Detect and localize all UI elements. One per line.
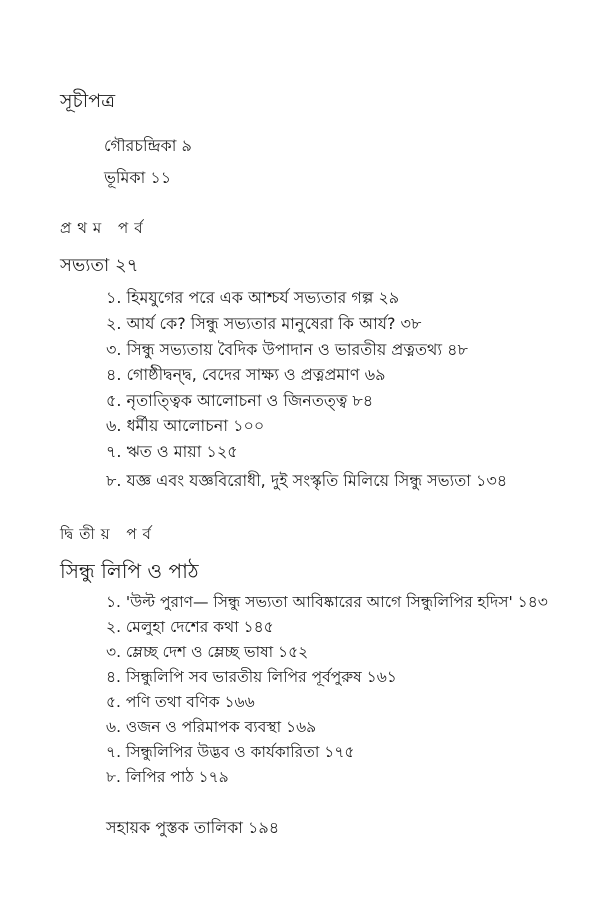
bibliography-entry — [106, 820, 279, 836]
entry-title: ভূমিকা — [104, 168, 146, 187]
part-2-section-title: সিন্ধু লিপি ও পাঠ — [60, 559, 199, 583]
chapter-entry: ১. হিমযুগের পরে এক আশ্চর্য সভ্যতার গল্প ২৯ — [106, 288, 400, 307]
section-title: সভ্যতা — [60, 255, 110, 276]
chapter-entry: ৮. যজ্ঞ এবং যজ্ঞবিরোধী, দুই সংস্কৃতি মিলিয়ে সিন্ধু সভ্যতা ১৩৪ — [106, 471, 508, 490]
chapter-entry: ৩. ম্লেচ্ছ দেশ ও ম্লেচ্ছ ভাষা ১৫২ — [106, 643, 309, 661]
entry-page: ১১ — [150, 168, 172, 187]
chapter-entry: ৩. সিন্ধু সভ্যতায় বৈদিক উপাদান ও ভারতীয় প্রত্নতথ্য ৪৮ — [106, 340, 468, 359]
front-matter-entry-introduction — [104, 170, 171, 186]
bibliography-title: সহায়ক পুস্তক তালিকা — [106, 818, 243, 837]
chapter-entry: ১. 'উল্ট পুরাণ— সিন্ধু সভ্যতা আবিষ্কারের আগে সিন্ধুলিপির হদিস' ১৪৩ — [106, 593, 548, 611]
toc-heading: সূচীপত্র — [60, 90, 116, 112]
chapter-entry: ৬. ওজন ও পরিমাপক ব্যবস্থা ১৬৯ — [106, 718, 317, 736]
chapter-entry: ৬. ধর্মীয় আলোচনা ১০০ — [106, 416, 265, 435]
chapter-entry: ২. মেলুহা দেশের কথা ১৪৫ — [106, 618, 274, 636]
entry-page: ৯ — [181, 136, 192, 155]
part-1-label: প্রথম পর্ব — [60, 219, 149, 237]
entry-title: গৌরচন্দ্রিকা — [104, 136, 177, 155]
chapter-entry: ৭. সিন্ধুলিপির উদ্ভব ও কার্যকারিতা ১৭৫ — [106, 743, 355, 761]
chapter-entry: ৪. সিন্ধুলিপি সব ভারতীয় লিপির পূর্বপুরুষ ১৬১ — [106, 668, 397, 686]
section-page: ২৭ — [114, 255, 139, 276]
chapter-entry: ৮. লিপির পাঠ ১৭৯ — [106, 768, 229, 786]
chapter-entry: ৪. গোষ্ঠীদ্বন্দ্ব, বেদের সাক্ষ্য ও প্রত্নপ্রমাণ ৬৯ — [106, 365, 386, 384]
front-matter-entry-foreword — [104, 138, 192, 154]
part-1-section-title — [60, 257, 138, 275]
chapter-entry: ২. আর্য কে? সিন্ধু সভ্যতার মানুষেরা কি আর্য? ৩৮ — [106, 314, 422, 333]
bibliography-page: ১৯৪ — [248, 818, 280, 837]
chapter-entry: ৫. পণি তথা বণিক ১৬৬ — [106, 693, 255, 711]
chapter-entry: ৫. নৃতাত্ত্বিক আলোচনা ও জিনতত্ত্ব ৮৪ — [106, 391, 374, 410]
part-2-label: দ্বিতীয় পর্ব — [60, 525, 157, 543]
chapter-entry: ৭. ঋত ও মায়া ১২৫ — [106, 442, 238, 461]
